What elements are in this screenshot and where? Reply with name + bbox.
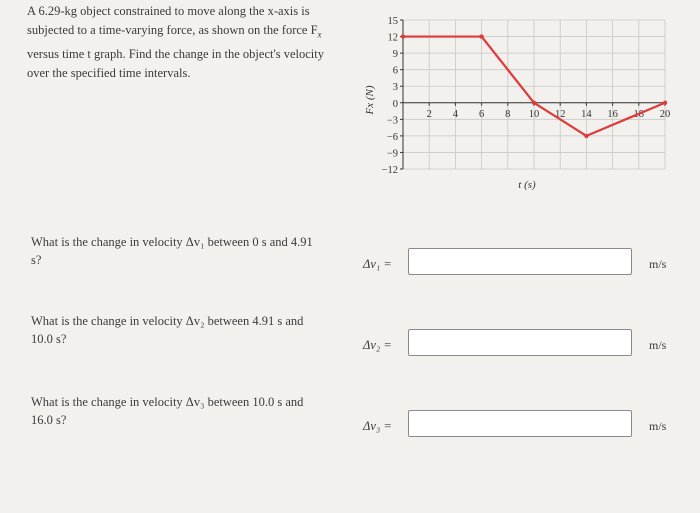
delta-v2-input[interactable] — [408, 329, 632, 356]
x-tick-label: 8 — [505, 108, 511, 120]
delta-v2-label: Δv₂ = — [363, 338, 392, 352]
delta-v1-input[interactable] — [408, 248, 632, 275]
x-tick-label: 18 — [633, 108, 645, 120]
x-tick-label: 12 — [554, 108, 566, 120]
chart-grid — [403, 20, 665, 169]
delta-v3-input[interactable] — [408, 410, 632, 437]
force-data-point — [663, 101, 667, 105]
force-data-point — [401, 34, 405, 38]
x-tick-label: 14 — [581, 108, 592, 120]
x-tick-label: 6 — [478, 108, 485, 120]
force-data-point — [479, 34, 483, 38]
force-time-chart — [350, 0, 680, 200]
y-tick-label: −6 — [386, 131, 398, 143]
x-tick-label: 4 — [452, 108, 459, 120]
question-2-text: What is the change in velocity Δv₂ between 4.91 s and 10.0 s? — [31, 314, 304, 346]
problem-statement — [27, 2, 327, 83]
y-tick-label: −9 — [386, 148, 398, 160]
delta-v3-unit: m/s — [649, 419, 667, 433]
y-tick-label: 3 — [392, 82, 398, 94]
delta-v2-unit: m/s — [649, 338, 667, 352]
y-tick-label: 0 — [392, 98, 398, 110]
problem-line-3: versus time t graph. Find the change in the object's velocity — [27, 46, 324, 61]
force-data-point — [532, 101, 536, 105]
x-tick-label: 10 — [528, 108, 540, 120]
question-1-text: What is the change in velocity Δv₁ between 0 s and 4.91 s? — [31, 235, 313, 267]
y-tick-label: −3 — [386, 115, 398, 127]
y-axis-label: Fx (N) — [364, 85, 376, 115]
chart-ticks — [382, 16, 671, 176]
y-tick-label: 12 — [387, 32, 398, 44]
problem-line-2: subjected to a time-varying force, as shown on the force $F_x$ — [27, 23, 322, 40]
y-tick-label: 6 — [392, 65, 398, 77]
delta-v1-label: Δv₁ = — [363, 257, 392, 271]
x-tick-label: 16 — [607, 108, 618, 120]
y-tick-label: 9 — [392, 49, 398, 61]
x-axis-label: t (s) — [518, 179, 536, 191]
x-tick-label: 2 — [426, 108, 432, 120]
x-tick-label: 20 — [659, 108, 671, 120]
problem-line-1: A 6.29-kg object constrained to move along the x-axis is — [27, 4, 310, 18]
y-tick-label: 15 — [387, 16, 398, 27]
delta-v3-label: Δv₃ = — [363, 419, 392, 433]
question-3-text: What is the change in velocity Δv₃ between 10.0 s and 16.0 s? — [31, 395, 304, 427]
force-data-point — [584, 134, 588, 138]
delta-v1-unit: m/s — [649, 257, 667, 271]
problem-line-4: over the specified time intervals. — [27, 65, 191, 80]
y-tick-label: −12 — [381, 165, 398, 176]
